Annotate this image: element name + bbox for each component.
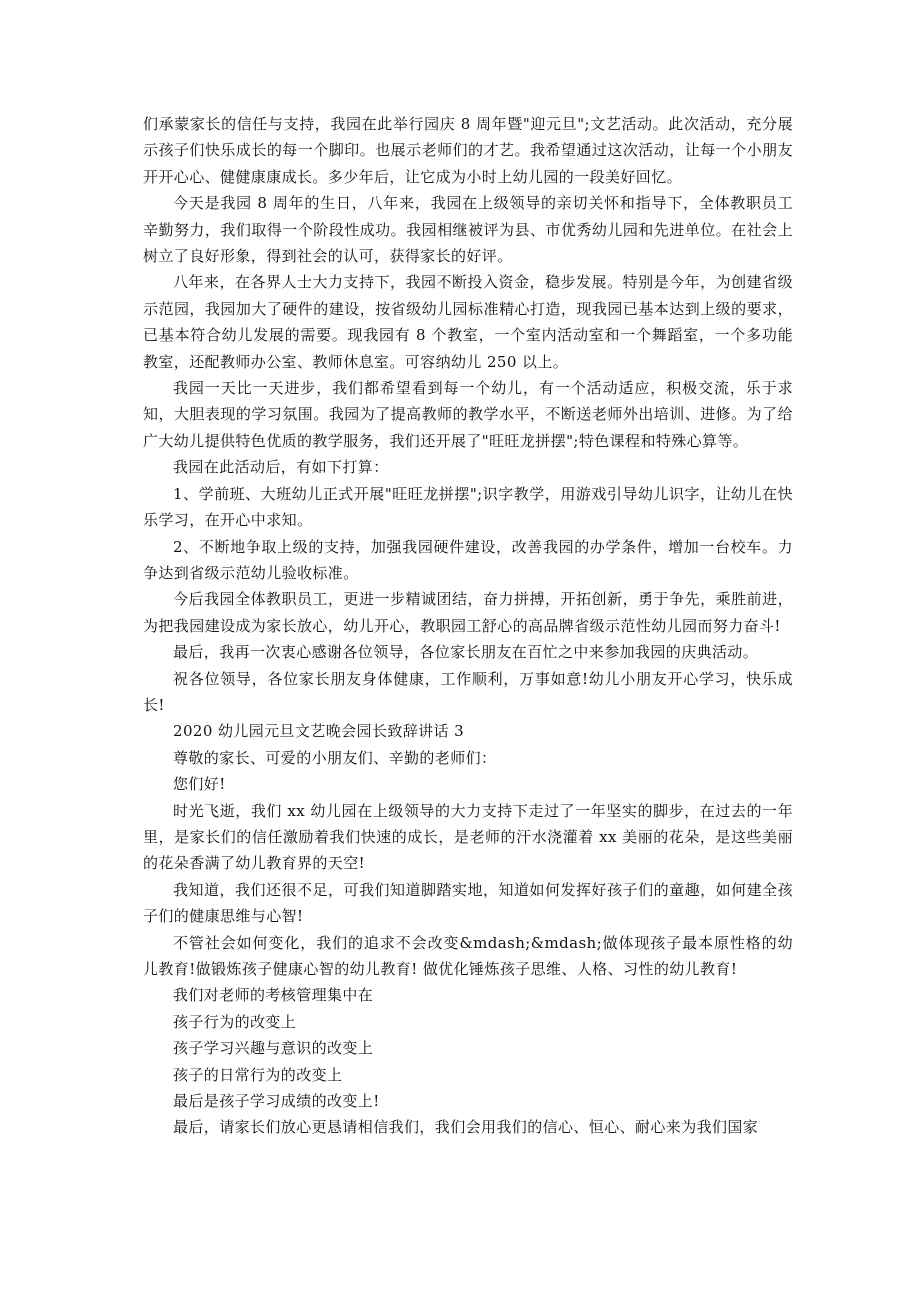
paragraph: 祝各位领导，各位家长朋友身体健康，工作顺利，万事如意!幼儿小朋友开心学习，快乐成长! xyxy=(143,669,793,714)
paragraph: 们承蒙家长的信任与支持，我园在此举行园庆 8 周年暨"迎元旦";文艺活动。此次活动，充分展示孩子们快乐成长的每一个脚印。也展示老师们的才艺。我希望通过这次活动，让每一个小朋友开开心心、健健康康成长。多少年后，让它成为小时上幼儿园的一段美好回忆。 xyxy=(143,115,793,186)
salutation: 尊敬的家长、可爱的小朋友们、辛勤的老师们： xyxy=(173,748,497,767)
paragraph: 我们对老师的考核管理集中在 xyxy=(173,986,374,1005)
paragraph: 八年来，在各界人士大力支持下，我园不断投入资金，稳步发展。特别是今年，为创建省级示范园，我园加大了硬件的建设，按省级幼儿园标准精心打造，现我园已基本达到上级的要求，已基本符合幼儿发展的需要。现我园有 8 个教室，一个室内活动室和一个舞蹈室，一个多功能教室，还配教师办公室、教师休息室。可容纳幼儿 250 以上。 xyxy=(143,273,793,371)
paragraph: 我知道，我们还很不足，可我们知道脚踏实地，知道如何发挥好孩子们的童趣，如何建全孩子们的健康思维与心智! xyxy=(143,880,793,926)
paragraph: 今后我园全体教职员工，更进一步精诚团结，奋力拼搏，开拓创新，勇于争先，乘胜前进，为把我园建设成为家长放心，幼儿开心，教职园工舒心的高品牌省级示范性幼儿园而努力奋斗! xyxy=(143,590,793,635)
list-item: 2、不断地争取上级的支持，加强我园硬件建设，改善我园的办学条件，增加一台校车。力争达到省级示范幼儿验收标准。 xyxy=(143,537,793,582)
paragraph: 我园一天比一天进步，我们都希望看到每一个幼儿，有一个活动适应，积极交流，乐于求知，大胆表现的学习氛围。我园为了提高教师的教学水平，不断送老师外出培训、进修。为了给广大幼儿提供特色优质的教学服务，我们还开展了"旺旺龙拼摆";特色课程和特殊心算等。 xyxy=(143,379,793,450)
paragraph: 不管社会如何变化，我们的追求不会改变&mdash;&mdash;做体现孩子最本原性格的幼儿教育!做锻炼孩子健康心智的幼儿教育! 做优化锤炼孩子思维、人格、习性的幼儿教育! xyxy=(143,933,793,978)
paragraph: 时光飞逝，我们 xx 幼儿园在上级领导的大力支持下走过了一年坚实的脚步，在过去的一年里，是家长们的信任激励着我们快速的成长，是老师的汗水浇灌着 xx 美丽的花朵，是这些美丽的花朵香满了幼儿教育界的天空! xyxy=(143,801,793,873)
list-item: 孩子学习兴趣与意识的改变上 xyxy=(173,1039,374,1058)
greeting: 您们好! xyxy=(173,775,226,794)
section-heading: 2020 幼儿园元旦文艺晚会园长致辞讲话 3 xyxy=(173,722,465,741)
list-item: 孩子的日常行为的改变上 xyxy=(173,1065,343,1084)
paragraph: 最后，我再一次衷心感谢各位领导，各位家长朋友在百忙之中来参加我园的庆典活动。 xyxy=(173,643,759,662)
list-item: 最后是孩子学习成绩的改变上! xyxy=(173,1092,380,1111)
document-body xyxy=(143,111,793,1141)
list-item: 1、学前班、大班幼儿正式开展"旺旺龙拼摆";识字教学，用游戏引导幼儿识字，让幼儿在快乐学习，在开心中求知。 xyxy=(143,484,793,530)
paragraph: 最后，请家长们放心更恳请相信我们，我们会用我们的信心、恒心、耐心来为我们国家 xyxy=(173,1118,759,1137)
list-item: 孩子行为的改变上 xyxy=(173,1012,297,1031)
paragraph: 我园在此活动后，有如下打算： xyxy=(173,458,389,477)
paragraph: 今天是我园 8 周年的生日，八年来，我园在上级领导的亲切关怀和指导下，全体教职员工辛勤努力，我们取得一个阶段性成功。我园相继被评为县、市优秀幼儿园和先进单位。在社会上树立了良好形象，得到社会的认可，获得家长的好评。 xyxy=(143,194,793,266)
